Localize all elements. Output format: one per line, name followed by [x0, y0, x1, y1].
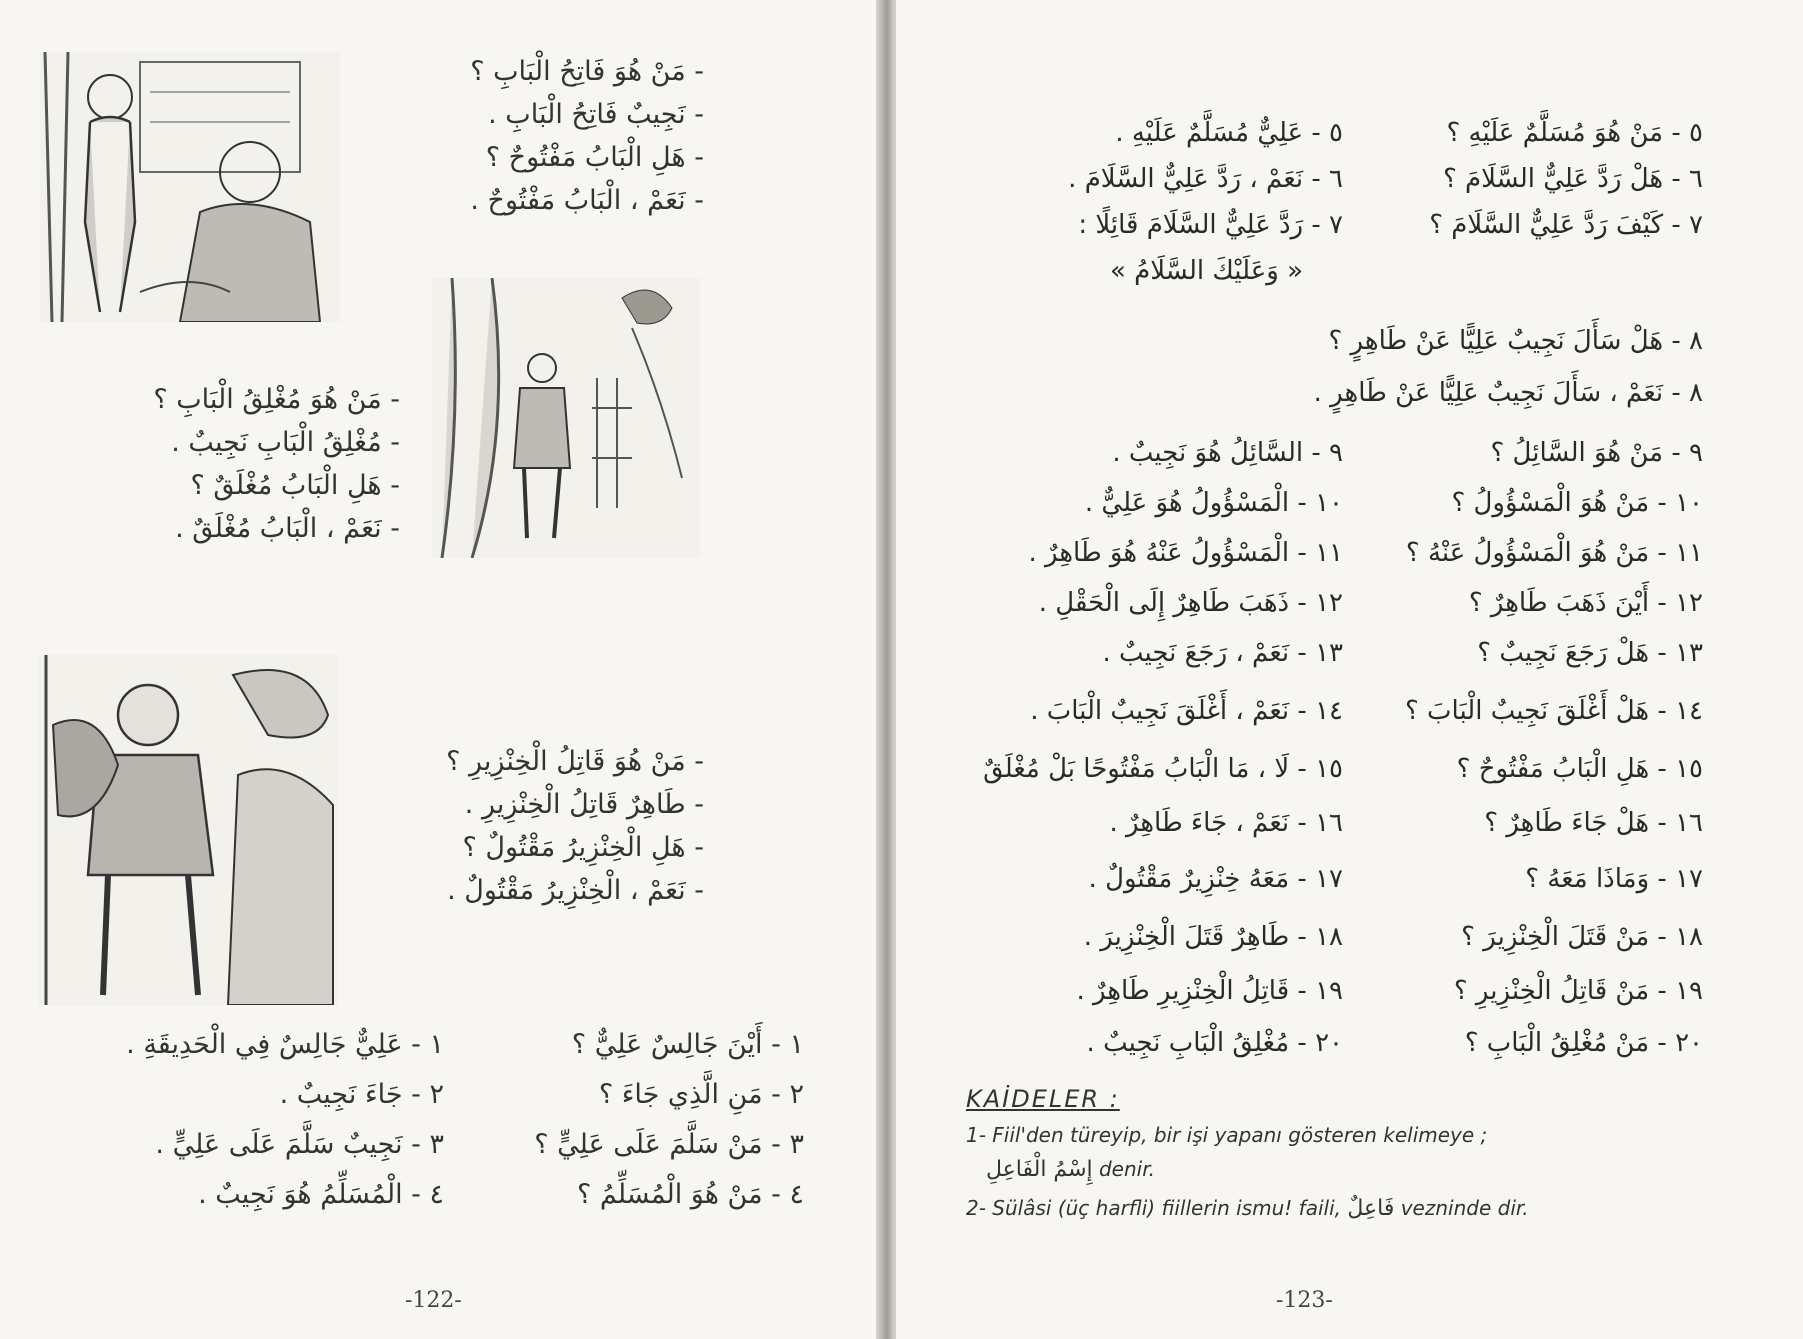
question-text: ١٦ - هَلْ جَاءَ طَاهِرٌ ؟ [1484, 808, 1703, 838]
questions-list [534, 1020, 804, 1220]
question-text: ١٥ - هَلِ الْبَابُ مَفْتُوحٌ ؟ [1456, 754, 1703, 784]
question-text: ٦ - هَلْ رَدَّ عَلِيٌّ السَّلَامَ ؟ [1442, 164, 1703, 194]
answer-text: ٩ - السَّائِلُ هُوَ نَجِيبٌ . [1112, 438, 1343, 468]
dialogue-1-line: - مَنْ هُوَ فَاتِحُ الْبَابِ ؟ [470, 56, 704, 87]
qa-row [896, 250, 1803, 296]
answers-list [126, 1020, 444, 1220]
answer-text: ٧ - رَدَّ عَلِيٌّ السَّلَامَ قَائِلًا : [1078, 210, 1343, 240]
question-text: ٧ - كَيْفَ رَدَّ عَلِيٌّ السَّلَامَ ؟ [1429, 210, 1703, 240]
question-text: ١٩ - مَنْ قَاتِلُ الْخِنْزِيرِ ؟ [1453, 976, 1703, 1006]
question-text: ١٧ - وَمَاذَا مَعَهُ ؟ [1525, 864, 1703, 894]
qa-row [896, 158, 1803, 204]
rule-1-end: denir. [1098, 1157, 1155, 1181]
qa-row [896, 582, 1803, 628]
question-text: ١٠ - مَنْ هُوَ الْمَسْؤُولُ ؟ [1451, 488, 1703, 518]
single-line [896, 320, 1803, 366]
qa-row [896, 1022, 1803, 1068]
rule-2 [966, 1196, 1766, 1221]
sketch-figure-icon [40, 52, 340, 322]
qa-row [896, 532, 1803, 578]
answer-text: ١٧ - مَعَهُ خِنْزِيرٌ مَقْتُولٌ . [1088, 864, 1343, 894]
dialogue-3-line: - طَاهِرٌ قَاتِلُ الْخِنْزِيرِ . [464, 789, 704, 820]
answer-text: ١٠ - الْمَسْؤُولُ هُوَ عَلِيٌّ . [1084, 488, 1343, 518]
answer-text: ١٨ - طَاهِرٌ قَتَلَ الْخِنْزِيرَ . [1083, 922, 1343, 952]
sketch-figure-icon [38, 655, 338, 1005]
answer-text: ١٦ - نَعَمْ ، جَاءَ طَاهِرٌ . [1109, 808, 1343, 838]
dialogue-2 [153, 378, 400, 550]
answer-line: ٤ - الْمُسَلِّمُ هُوَ نَجِيبٌ . [198, 1179, 444, 1210]
illustration-boys-at-door [40, 52, 340, 322]
single-line-text: ٨ - هَلْ سَأَلَ نَجِيبٌ عَلِيًّا عَنْ طَاهِرٍ ؟ [1328, 326, 1703, 356]
single-line-text: ٨ - نَعَمْ ، سَأَلَ نَجِيبٌ عَلِيًّا عَنْ طَاهِرٍ . [1313, 378, 1703, 408]
answer-text: ١٥ - لَا ، مَا الْبَابُ مَفْتُوحًا بَلْ مُغْلَقٌ [983, 754, 1343, 784]
rules-section [966, 1085, 1766, 1221]
question-text: ١٢ - أَيْنَ ذَهَبَ طَاهِرٌ ؟ [1468, 588, 1703, 618]
answer-text: ١٩ - قَاتِلُ الْخِنْزِيرِ طَاهِرٌ . [1076, 976, 1343, 1006]
single-line [896, 372, 1803, 418]
left-page [0, 0, 884, 1339]
answer-text: ٢٠ - مُغْلِقُ الْبَابِ نَجِيبٌ . [1086, 1028, 1343, 1058]
qa-row [896, 432, 1803, 478]
answer-line: ١ - عَلِيٌّ جَالِسٌ فِي الْحَدِيقَةِ . [126, 1029, 444, 1060]
page-number: -122- [405, 1288, 462, 1313]
question-text: ١١ - مَنْ هُوَ الْمَسْؤُولُ عَنْهُ ؟ [1405, 538, 1703, 568]
dialogue-1-line: - نَجِيبٌ فَاتِحُ الْبَابِ . [488, 99, 704, 130]
question-text: ١٣ - هَلْ رَجَعَ نَجِيبٌ ؟ [1477, 638, 1703, 668]
question-text: ١٤ - هَلْ أَغْلَقَ نَجِيبٌ الْبَابَ ؟ [1404, 696, 1703, 726]
sketch-figure-icon [432, 278, 700, 558]
qa-row [896, 482, 1803, 528]
qa-row [896, 748, 1803, 794]
answer-text: ١٢ - ذَهَبَ طَاهِرٌ إِلَى الْحَقْلِ . [1038, 588, 1343, 618]
qa-row [896, 858, 1803, 904]
answer-line: ٣ - نَجِيبٌ سَلَّمَ عَلَى عَلِيٍّ . [155, 1129, 444, 1160]
rules-heading: KAİDELER : [966, 1085, 1120, 1113]
rule-2-arabic: فَاعِلٌ [1347, 1196, 1395, 1221]
question-line: ١ - أَيْنَ جَالِسٌ عَلِيٌّ ؟ [571, 1029, 804, 1060]
dialogue-1 [470, 50, 704, 222]
dialogue-2-line: - مُغْلِقُ الْبَابِ نَجِيبٌ . [171, 427, 400, 458]
answer-text: ١٣ - نَعَمْ ، رَجَعَ نَجِيبٌ . [1102, 638, 1343, 668]
right-page [896, 0, 1803, 1339]
answer-text: ١٤ - نَعَمْ ، أَغْلَقَ نَجِيبٌ الْبَابَ . [1030, 696, 1343, 726]
qa-row [896, 112, 1803, 158]
answer-text: « وَعَلَيْكَ السَّلَامُ » [1110, 256, 1303, 286]
qa-row [896, 690, 1803, 736]
answer-text: ٥ - عَلِيٌّ مُسَلَّمٌ عَلَيْهِ . [1115, 118, 1343, 148]
dialogue-1-line: - هَلِ الْبَابُ مَفْتُوحٌ ؟ [485, 142, 704, 173]
question-text: ١٨ - مَنْ قَتَلَ الْخِنْزِيرَ ؟ [1461, 922, 1703, 952]
qa-row [896, 632, 1803, 678]
qa-row [896, 204, 1803, 250]
answer-text: ١١ - الْمَسْؤُولُ عَنْهُ هُوَ طَاهِرٌ . [1028, 538, 1343, 568]
illustration-boy-with-pig [38, 655, 338, 1005]
question-line: ٢ - مَنِ الَّذِي جَاءَ ؟ [598, 1079, 804, 1110]
rule-2-end: vezninde dir. [1400, 1196, 1529, 1220]
question-text: ٢٠ - مَنْ مُغْلِقُ الْبَابِ ؟ [1464, 1028, 1703, 1058]
dialogue-1-line: - نَعَمْ ، الْبَابُ مَفْتُوحٌ . [470, 185, 704, 216]
rule-1-text: 1- Fiil'den türeyip, bir işi yapanı gösteren kelimeye ; [966, 1123, 1488, 1147]
dialogue-3-line: - مَنْ هُوَ قَاتِلُ الْخِنْزِيرِ ؟ [446, 746, 704, 777]
question-text: ٥ - مَنْ هُوَ مُسَلَّمٌ عَلَيْهِ ؟ [1446, 118, 1703, 148]
rule-1-arabic: إِسْمُ الْفَاعِلِ [986, 1157, 1093, 1182]
page-number: -123- [1276, 1288, 1333, 1313]
question-line: ٣ - مَنْ سَلَّمَ عَلَى عَلِيٍّ ؟ [534, 1129, 804, 1160]
dialogue-2-line: - هَلِ الْبَابُ مُغْلَقٌ ؟ [190, 470, 400, 501]
dialogue-2-line: - مَنْ هُوَ مُغْلِقُ الْبَابِ ؟ [153, 384, 400, 415]
dialogue-3 [446, 740, 704, 912]
qa-row [896, 916, 1803, 962]
rule-1-continued [986, 1157, 1766, 1182]
dialogue-3-line: - نَعَمْ ، الْخِنْزِيرُ مَقْتُولٌ . [447, 875, 704, 906]
answer-line: ٢ - جَاءَ نَجِيبٌ . [279, 1079, 444, 1110]
rule-1 [966, 1123, 1766, 1147]
illustration-boy-at-gate [432, 278, 700, 558]
question-text: ٩ - مَنْ هُوَ السَّائِلُ ؟ [1490, 438, 1703, 468]
dialogue-3-line: - هَلِ الْخِنْزِيرُ مَقْتُولٌ ؟ [462, 832, 704, 863]
question-line: ٤ - مَنْ هُوَ الْمُسَلِّمُ ؟ [576, 1179, 804, 1210]
qa-row [896, 802, 1803, 848]
dialogue-2-line: - نَعَمْ ، الْبَابُ مُغْلَقٌ . [175, 513, 400, 544]
qa-row [896, 970, 1803, 1016]
rule-2-text: 2- Sülâsi (üç harfli) fiillerin ismu! faili, [966, 1196, 1341, 1220]
answer-text: ٦ - نَعَمْ ، رَدَّ عَلِيٌّ السَّلَامَ . [1068, 164, 1343, 194]
